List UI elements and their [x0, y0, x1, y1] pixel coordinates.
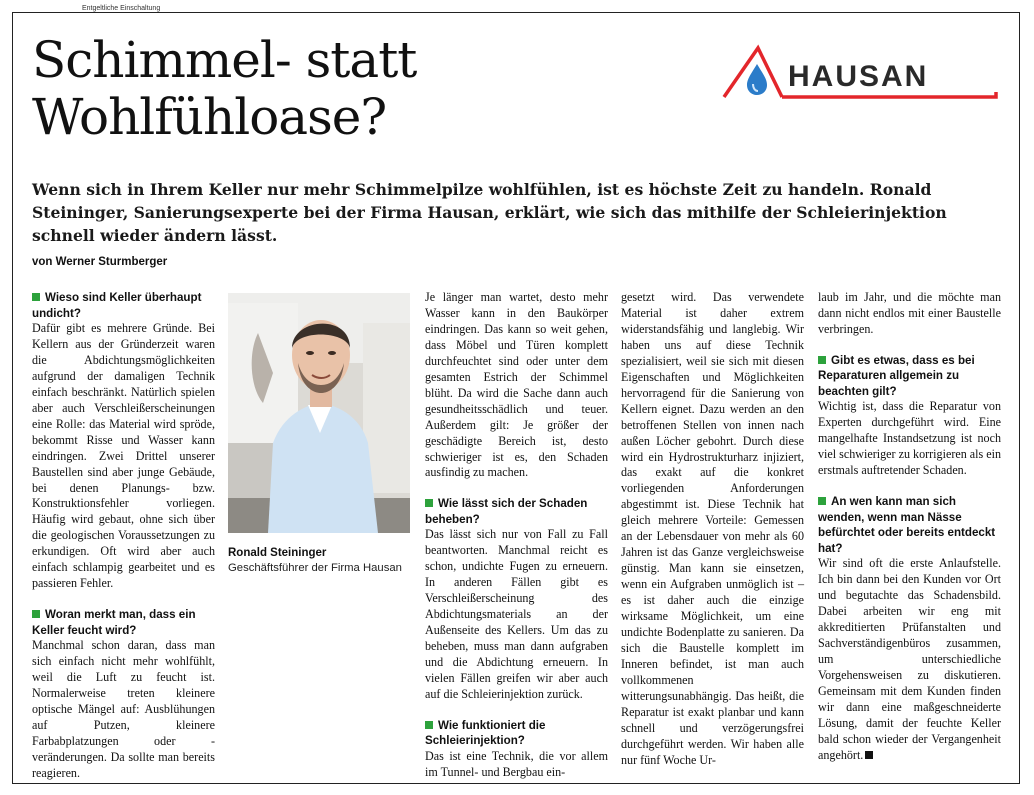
article-column-4 [621, 290, 804, 769]
photo-caption-name: Ronald Steininger [228, 547, 327, 559]
answer-paragraph: Manchmal schon daran, dass man sich einfach nicht mehr wohlfühlt, weil die Luft zu feucht ist. Normalerweise treten kleinere optische Mängel auf: Ausblühungen auf Putzen, kleinere Farbabplatzungen oder -veränderungen. Da sollte man bereits reagieren. [32, 638, 215, 780]
green-bullet-icon [818, 497, 826, 505]
answer-paragraph: Dafür gibt es mehrere Gründe. Bei Kellern aus der Gründerzeit waren die Abdichtungsmöglichkeiten aufgrund der damaligen Technik einfach beschränkt. Natürlich spielen aber auch Verschleißerscheinungen eine Rolle: das Material wird spröde, bekommt Risse und Wasser kann eindringen. Zwei Drittel unserer Baustellen sind aber junge Gebäude, bei denen Planungs- bzw. Konstruktionsfehler vorliegen. Häufig wird gebaut, ohne sich über die geologischen Voraussetzungen zu erkundigen. Oft wird aber auch einfach schlampig gearbeitet und es passieren Fehler. [32, 321, 215, 591]
question-heading: Wie funktioniert die Schleierinjektion? [425, 718, 546, 748]
green-bullet-icon [32, 293, 40, 301]
answer-paragraph: Wir sind oft die erste Anlaufstelle. Ich bin dann bei den Kunden vor Ort und begutachte das Schadensbild. Dabei arbeiten wir eng mit akkreditierten Prüfanstalten und Sachverständigenbüros zusammen, um unterschiedliche Vorgehensweisen zu diskutieren. Gemeinsam mit dem Kunden finden wir dann eine maßgeschneiderte Lösung, damit der feuchte Keller bald schon wieder der Vergangenheit angehört. [818, 556, 1001, 762]
question-heading: An wen kann man sich wenden, wenn man Nässe befürchtet oder bereits entdeckt hat? [818, 495, 996, 555]
end-of-article-mark [865, 751, 873, 759]
hausan-logo [720, 42, 1000, 102]
question-heading: Woran merkt man, dass ein Keller feucht wird? [32, 608, 196, 637]
question-heading: Wieso sind Keller überhaupt undicht? [32, 291, 202, 320]
green-bullet-icon [425, 721, 433, 729]
question-heading: Gibt es etwas, dass es bei Reparaturen allgemein zu beachten gilt? [818, 353, 975, 398]
article-column-1 [32, 290, 215, 782]
green-bullet-icon [425, 499, 433, 507]
answer-paragraph: Das ist eine Technik, die vor allem im Tunnel- und Bergbau ein- [425, 748, 608, 779]
lead-paragraph: Wenn sich in Ihrem Keller nur mehr Schimmelpilze wohlfühlen, ist es höchste Zeit zu handeln. Ronald Steininger, Sanierungsexperte bei der Firma Hausan, erklärt, wie sich das mithilfe der Schleierinjektion schnell wieder ändern lässt. [32, 180, 947, 245]
headline-line-1: Schimmel- statt [32, 31, 417, 89]
answer-paragraph: Wichtig ist, dass die Reparatur von Experten durchgeführt wird. Eine mangelhafte Instandsetzung ist noch viel schwieriger zu korrigieren als ein erstmals auftretender Schaden. [818, 399, 1002, 478]
logo-wordmark: HAUSAN [788, 60, 929, 93]
green-bullet-icon [818, 356, 826, 364]
question-heading: Wie lässt sich der Schaden beheben? [425, 497, 588, 526]
headline [32, 32, 416, 146]
article-column-3 [425, 290, 608, 781]
green-bullet-icon [32, 610, 40, 618]
byline: von Werner Sturmberger [32, 256, 168, 268]
portrait-photo [228, 293, 410, 533]
answer-paragraph: Je länger man wartet, desto mehr Wasser kann in den Baukörper eindringen. Das kann so weit gehen, dass Möbel und Türen komplett durchfeuchtet sind oder unter dem gesamten Estrich der Schimmel blüht. Da wird die Sache dann auch gesundheitsschädlich und teuer. Außerdem gilt: Je größer der geschädigte Bereich ist, desto schwieriger ist es, den Schaden ausfindig zu machen. [425, 290, 608, 480]
article-column-5 [818, 290, 1001, 764]
photo-caption-role: Geschäftsführer der Firma Hausan [228, 562, 402, 574]
sponsored-label: Entgeltliche Einschaltung [78, 5, 164, 12]
headline-line-2: Wohlfühloase? [32, 88, 387, 146]
answer-paragraph: gesetzt wird. Das verwendete Material ist daher extrem widerstandsfähig und langlebig. Wir haben uns auf diese Technik spezialisiert, weil sie sich mit diesen Eigenschaften und Möglichkeiten hervorragend für die Sanierung von Kellern eignet. Dazu werden an den betroffenen Stellen von innen nach außen Löcher gebohrt. Durch diese wird ein Hydrostrukturharz injiziert, das exakt auf die konkret vorliegenden Anforderungen abgestimmt ist. Diese Technik hat gleich mehrere Vorteile: Gemessen an der Lebensdauer von mehr als 60 Jahren ist das Ganze vergleichsweise günstig. Man kann sie einsetzen, wenn ein Aufgraben unmöglich ist – es ist daher auch die einzige wirksame Möglichkeit, um eine undichte Bodenplatte zu sanieren. Da sich die Baustelle komplett im Inneren befindet, ist man auch vollkommenen witterungsunabhängig. Das heißt, die Reparatur ist exakt planbar und kann schnell und verzögerungsfrei durchgeführt werden. Wir haben alle nur fünf Woche Ur- [621, 290, 804, 767]
answer-paragraph: laub im Jahr, und die möchte man dann nicht endlos mit einer Baustelle verbringen. [818, 290, 1001, 336]
answer-paragraph: Das lässt sich nur von Fall zu Fall beantworten. Manchmal reicht es schon, undichte Fugen zu erneuern. In anderen Fällen gibt es Verschleißerscheinung des Abdichtungsmaterials an der Außenseite des Kellers. Um das zu beheben, muss man dann aufgraben und die Abdichtung erneuern. In vielen Fällen greifen wir aber auch auf die Schleierinjektion zurück. [425, 527, 608, 701]
